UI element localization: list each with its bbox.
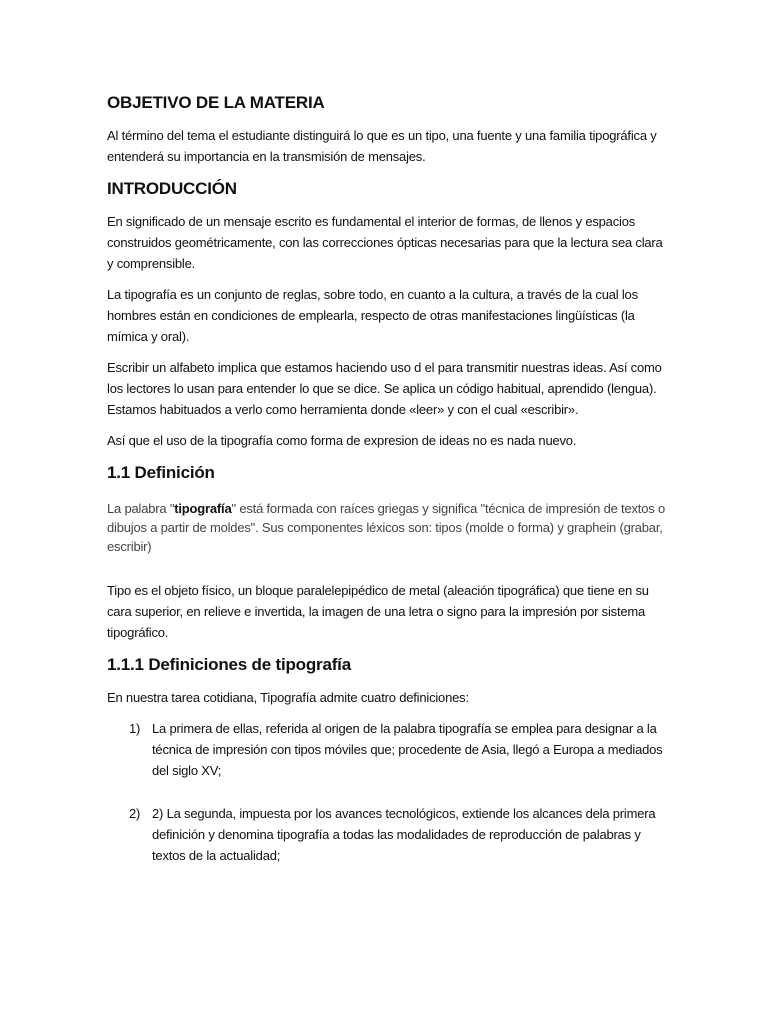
heading-definiciones: 1.1.1 Definiciones de tipografía xyxy=(107,655,351,674)
list-item xyxy=(107,803,667,866)
list-item-number: 1) xyxy=(129,721,141,736)
list-item-number: 2) xyxy=(129,806,141,821)
paragraph-definicion-1 xyxy=(107,499,667,556)
list-item-text: La primera de ellas, referida al origen de la palabra tipografía se emplea para designar a la técnica de impresión con tipos móviles que; procedente de Asia, llegó a Europa a mediados del siglo XV; xyxy=(152,721,663,778)
def-text-before: La palabra " xyxy=(107,501,175,516)
paragraph-definicion-2: Tipo es el objeto físico, un bloque paralelepipédico de metal (aleación tipográfica) que tiene en su cara superior, en relieve e invertida, la imagen de una letra o signo para la impresión por sistema tipográfico. xyxy=(107,583,649,640)
paragraph-objetivo: Al término del tema el estudiante distinguirá lo que es un tipo, una fuente y una familia tipográfica y entenderá su importancia en la transmisión de mensajes. xyxy=(107,128,657,164)
list-item-text: 2) La segunda, impuesta por los avances tecnológicos, extiende los alcances dela primera definición y denomina tipografía a todas las modalidades de reproducción de palabras y textos de la actualidad; xyxy=(152,806,656,863)
def-text-bold: tipografía xyxy=(174,501,232,516)
heading-introduccion: INTRODUCCIÓN xyxy=(107,179,237,198)
heading-definicion: 1.1 Definición xyxy=(107,463,215,482)
paragraph-definiciones-intro: En nuestra tarea cotidiana, Tipografía admite cuatro definiciones: xyxy=(107,690,469,705)
heading-objetivo: OBJETIVO DE LA MATERIA xyxy=(107,93,325,112)
paragraph-intro-3: Escribir un alfabeto implica que estamos haciendo uso d el para transmitir nuestras ideas. Así como los lectores lo usan para entender lo que se dice. Se aplica un código habitual, aprendido (lengua). Estamos habituados a verlo como herramienta donde «leer» y con el cual «escribir». xyxy=(107,360,662,417)
list-item xyxy=(107,718,667,781)
paragraph-intro-1: En significado de un mensaje escrito es fundamental el interior de formas, de llenos y espacios construidos geométricamente, con las correcciones ópticas necesarias para que la lectura sea clara y comprensible. xyxy=(107,214,663,271)
definitions-list xyxy=(107,718,667,866)
paragraph-intro-2: La tipografía es un conjunto de reglas, sobre todo, en cuanto a la cultura, a través de la cual los hombres están en condiciones de emplearla, respecto de otras manifestaciones lingüísticas (la mímica y oral). xyxy=(107,287,638,344)
def-text-after: " está formada con raíces griegas y significa "técnica de impresión de textos o dibujos a partir de moldes". Sus componentes léxicos son: tipos (molde o forma) y graphein (grabar, escribir) xyxy=(107,501,665,554)
document-content xyxy=(107,93,667,888)
paragraph-intro-4: Así que el uso de la tipografía como forma de expresion de ideas no es nada nuevo. xyxy=(107,433,577,448)
